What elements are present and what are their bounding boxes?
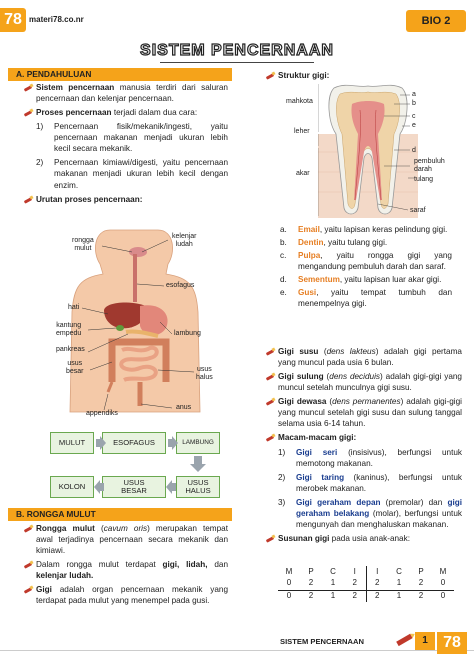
flow-mulut: MULUT [50, 432, 94, 454]
arrow-right-icon [96, 436, 106, 450]
label-rongga-mulut: rongga mulut [72, 237, 94, 252]
flow-lambung: LAMBUNG [176, 432, 220, 454]
arrow-down-icon [190, 456, 206, 472]
label-tulang: tulang [414, 176, 434, 183]
label-leher: leher [294, 128, 310, 135]
page-title: SISTEM PENCERNAAN [140, 42, 334, 59]
label-lambung: lambung [174, 330, 201, 337]
tooth-structure-heading: Struktur gigi: [266, 70, 466, 81]
gigi-dewasa-paragraph: Gigi dewasa (dens permanentes) adalah gigi-gigi yang muncul setelah gigi susu dan sulung tanggal selama usia 6-14 tahun. [266, 396, 462, 429]
arrow-left-icon [94, 480, 104, 494]
page-header [0, 0, 474, 40]
subject-badge: BIO 2 [406, 10, 466, 32]
table-row: M P C I I C P M [278, 566, 454, 578]
arrow-left-icon [166, 480, 176, 494]
susunan-gigi-heading: Susunan gigi pada usia anak-anak: [266, 533, 462, 544]
label-usus-besar: usus besar [66, 360, 84, 375]
macam-gigi-block: Macam-macam gigi: 1) Gigi seri (insisivus), berfungsi untuk memotong makanan. 2) Gigi taring (kaninus), berfungsi untuk merobek makanan. 3) Gigi geraham depan (premolar) dan gigi geraham belakang (molar), berfungsi untuk mengunyah dan menghaluskan makanan. [266, 432, 462, 530]
gallbladder-shape [116, 325, 124, 331]
section-b-heading: B. RONGGA MULUT [8, 508, 232, 521]
pencil-icon [266, 399, 275, 405]
label-saraf: saraf [410, 207, 426, 214]
arrow-right-icon [168, 436, 178, 450]
section-a-body [24, 82, 228, 205]
title-underline [160, 62, 314, 63]
macam-item: 1) Gigi seri (insisivus), berfungsi untuk memotong makanan. [278, 447, 463, 468]
gigi-sulung-paragraph: Gigi sulung (dens deciduis) adalah gigi-gigi yang muncul setelah munculnya gigi susu. [266, 371, 462, 393]
label-c: c [412, 113, 416, 120]
process-paragraph: Proses pencernaan terjadi dalam dua cara: [24, 107, 228, 118]
pencil-icon [24, 110, 33, 116]
tooth-part-item: c. Pulpa, yaitu rongga gigi yang mengandung pembuluh darah dan saraf. [280, 251, 452, 272]
mouth-contents-paragraph: Dalam rongga mulut terdapat gigi, lidah, dan kelenjar ludah. [24, 559, 228, 581]
macam-item: 3) Gigi geraham depan (premolar) dan gigi geraham belakang (molar), berfungsi untuk mengunyah dan menghaluskan makanan. [278, 497, 462, 529]
label-b: b [412, 100, 416, 107]
flow-kolon: KOLON [50, 476, 94, 498]
pencil-icon [24, 562, 33, 568]
pencil-icon [266, 349, 275, 355]
label-hati: hati [68, 304, 80, 311]
intro-paragraph: Sistem pencernaan manusia terdiri dari saluran pencernaan dan kelenjar pencernaan. [24, 82, 228, 104]
table-row: 0 2 1 2 2 1 2 0 [278, 590, 454, 602]
flow-usus-halus: USUS HALUS [176, 476, 220, 498]
footer-divider [0, 650, 474, 651]
sequence-paragraph: Urutan proses pencernaan: [24, 194, 228, 205]
label-pembuluh-darah: pembuluh darah [414, 158, 445, 173]
site-url[interactable]: materi78.co.nr [29, 15, 84, 24]
digestive-system-illustration [0, 222, 240, 422]
dental-formula-table [278, 566, 454, 602]
gigi-paragraph: Gigi adalah organ pencernaan mekanik yang terdapat pada mulut yang menempel pada gusi. [24, 584, 228, 606]
pencil-icon [266, 435, 275, 441]
list-item: 1) Pencernaan fisik/mekanik/ingesti, yaitu pencernaan makanan menjadi ukuran lebih kecil secara mekanik. [36, 122, 228, 154]
tooth-diagram [318, 82, 418, 222]
logo: 78 [0, 8, 26, 32]
tooth-types-section [266, 346, 462, 544]
pencil-icon [24, 85, 33, 91]
label-a: a [412, 91, 416, 98]
tooth-part-item: b. Dentin, yaitu tulang gigi. [280, 238, 388, 248]
section-a-heading: A. PENDAHULUAN [8, 68, 232, 81]
pencil-icon [266, 374, 275, 380]
label-d: d [412, 147, 416, 154]
pencil-icon [24, 526, 33, 532]
pencil-icon [24, 197, 33, 203]
pencil-icon [266, 536, 275, 542]
label-akar: akar [296, 170, 310, 177]
page-number: 1 [415, 632, 435, 650]
label-mahkota: mahkota [286, 98, 313, 105]
gigi-susu-paragraph: Gigi susu (dens lakteus) adalah gigi pertama yang muncul pada usia 6 bulan. [266, 346, 462, 368]
label-pankreas: pankreas [56, 346, 85, 353]
flow-usus-besar: USUS BESAR [102, 476, 166, 498]
table-row: 0 2 1 2 2 1 2 0 [278, 578, 454, 590]
label-usus-halus: usus halus [196, 366, 213, 381]
footer-title: SISTEM PENCERNAAN [280, 637, 364, 646]
tooth-parts-list [280, 224, 452, 309]
process-list [24, 121, 228, 190]
macam-item: 2) Gigi taring (kaninus), berfungsi untuk merobek makanan. [278, 472, 463, 493]
pencil-icon [394, 630, 416, 648]
label-anus: anus [176, 404, 192, 411]
label-kantung-empedu: kantung empedu [56, 322, 82, 337]
rongga-mulut-paragraph: Rongga mulut (cavum oris) merupakan tempat awal terjadinya pencernaan secara mekanik dan kimiawi. [24, 523, 228, 556]
label-kelenjar-ludah: kelenjar ludah [172, 233, 197, 248]
label-appendiks: appendiks [86, 410, 118, 417]
pencil-icon [24, 587, 33, 593]
tooth-part-item: d. Sementum, yaitu lapisan luar akar gigi. [280, 275, 442, 285]
pencil-icon [266, 73, 275, 79]
flow-esofagus: ESOFAGUS [102, 432, 166, 454]
footer-logo: 78 [437, 632, 467, 654]
list-item: 2) Pencernaan kimiawi/digesti, yaitu pencernaan makanan menjadi ukuran lebih kecil dengan enzim. [36, 158, 228, 190]
label-e: e [412, 122, 416, 129]
label-esofagus: esofagus [166, 282, 195, 289]
tooth-part-item: a. Email, yaitu lapisan keras pelindung gigi. [280, 225, 448, 234]
section-b-body [24, 523, 228, 606]
tooth-part-item: e. Gusi, yaitu tempat tumbuh dan menempelnya gigi. [280, 288, 452, 309]
flow-arrows [30, 430, 230, 506]
